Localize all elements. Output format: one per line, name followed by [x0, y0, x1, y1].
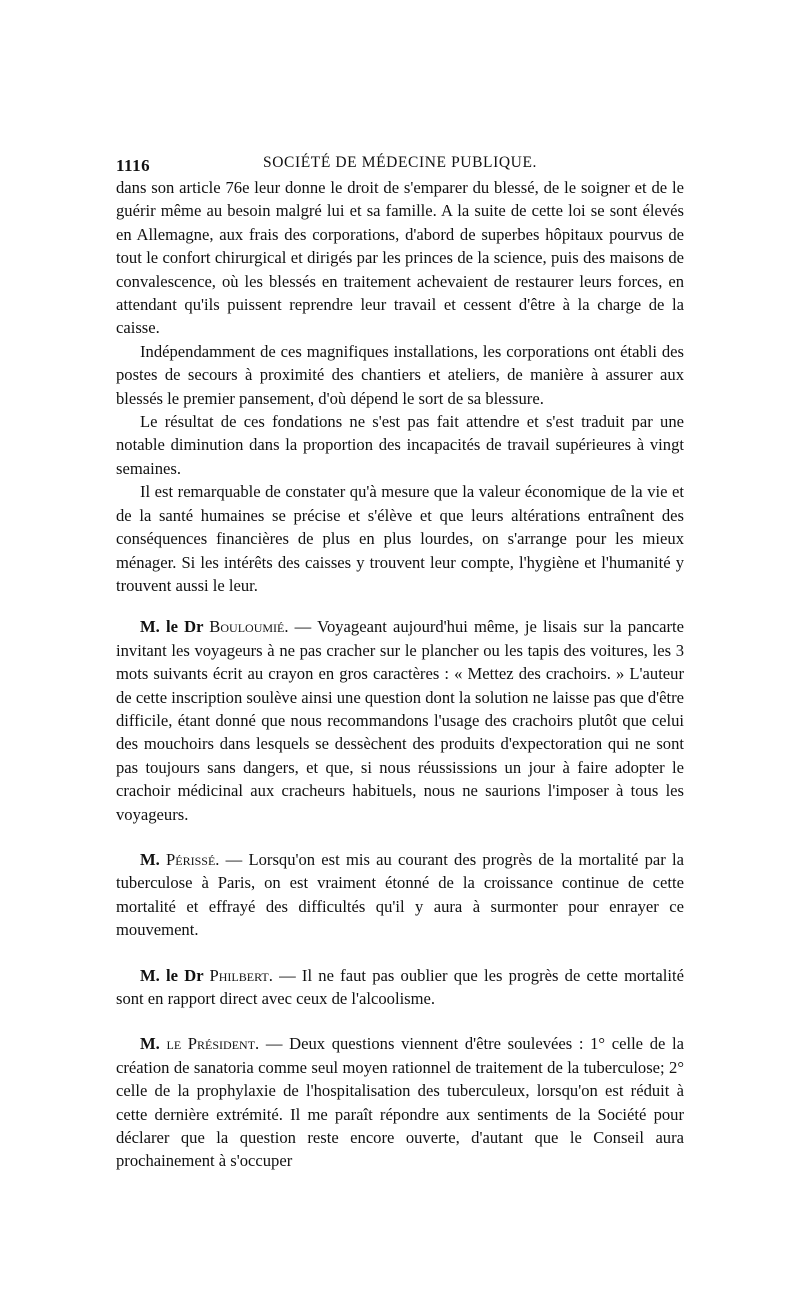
book-page	[116, 150, 684, 1173]
speaker-name: Bouloumié.	[209, 617, 289, 637]
section-gap	[116, 1010, 684, 1032]
paragraph: Indépendamment de ces magnifiques installations, les corporations ont établi des postes de secours à proximité des chantiers et ateliers, de manière à assurer aux blessés le premier pansement, d'où dépend le sort de sa blessure.	[116, 341, 684, 408]
intervention-bouloumie	[116, 615, 684, 826]
intervention-text: — Deux questions viennent d'être soulevées : 1° celle de la création de sanatoria comme seul moyen rationnel de traitement de la tuberculose; 2° celle de la prophylaxie de l'hospitalisation des tuberculeux, lorsqu'on est réduit à cette dernière extrémité. Il me paraît répondre aux sentiments de la Société pour déclarer que la question reste encore ouverte, d'autant que le Conseil aura prochainement à s'occuper	[116, 1034, 685, 1171]
intervention-text: — Il ne faut pas oublier que les progrès de cette mortalité sont en rapport direct avec ceux de l'alcoolisme.	[116, 965, 684, 1008]
page-header	[116, 150, 684, 176]
intervention-philbert	[116, 964, 684, 1011]
intervention-perisse	[116, 848, 684, 942]
speaker-prefix: M. le Dr	[140, 617, 210, 637]
section-gap	[116, 942, 684, 964]
paragraph: dans son article 76e leur donne le droit de s'emparer du blessé, de le soigner et de le guérir même au besoin malgré lui et sa famille. A la suite de cette loi se sont élevés en Allemagne, aux frais des corporations, d'abord de superbes hôpitaux pourvus de tout le confort chirurgical et dirigés par les princes de la science, puis des maisons de convalescence, où les blessés en traitement achevaient de restaurer leurs forces, en attendant qu'ils puissent reprendre leur travail et cessent d'être à la charge de la caisse.	[116, 178, 684, 338]
section-gap	[116, 597, 684, 615]
intervention-president	[116, 1032, 684, 1172]
body-text	[116, 176, 684, 1173]
paragraph: Le résultat de ces fondations ne s'est pas fait attendre et s'est traduit par une notable diminution dans la proportion des incapacités de travail supérieures à vingt semaines.	[116, 412, 684, 478]
speaker-name: Périssé.	[166, 849, 220, 869]
speaker-name: le Président.	[166, 1034, 260, 1054]
speaker-prefix: M.	[140, 1034, 167, 1054]
section-gap	[116, 826, 684, 848]
intervention-text: — Lorsqu'on est mis au courant des progrès de la mortalité par la tuberculose à Paris, on est vraiment étonné de la croissance continue de cette mortalité et effrayé des difficultés qu'il y aura à surmonter pour enrayer ce mouvement.	[116, 849, 684, 940]
speaker-prefix: M.	[140, 849, 167, 869]
intervention-text: — Voyageant aujourd'hui même, je lisais sur la pancarte invitant les voyageurs à ne pas cracher sur le plancher ou les tapis des voitures, les 3 mots suivants écrit au crayon en gros caractères : « Mettez des crachoirs. » L'auteur de cette inscription soulève ainsi une question dont la solution ne laisse pas que d'être difficile, étant donné que nous recommandons l'usage des crachoirs plutôt que celui des mouchoirs dans lesquels se dessèchent des produits d'expectoration qui ne sont pas toujours sans dangers, et que, si nous réussissions un jour à faire adopter le crachoir médicinal aux cracheurs habituels, nous ne saurions l'imposer à tous les voyageurs.	[116, 617, 685, 824]
speaker-name: Philbert.	[209, 965, 273, 985]
running-title: SOCIÉTÉ DE MÉDECINE PUBLIQUE.	[263, 154, 537, 171]
paragraph: Il est remarquable de constater qu'à mesure que la valeur économique de la vie et de la santé humaines se précise et s'élève et que leurs altérations entraînent des conséquences financières de plus en plus lourdes, on s'arrange pour les mieux ménager. Si les intérêts des caisses y trouvent leur compte, l'hygiène et l'humanité y trouvent aussi le leur.	[116, 482, 684, 595]
page-number: 1116	[116, 156, 151, 175]
speaker-prefix: M. le Dr	[140, 965, 210, 985]
